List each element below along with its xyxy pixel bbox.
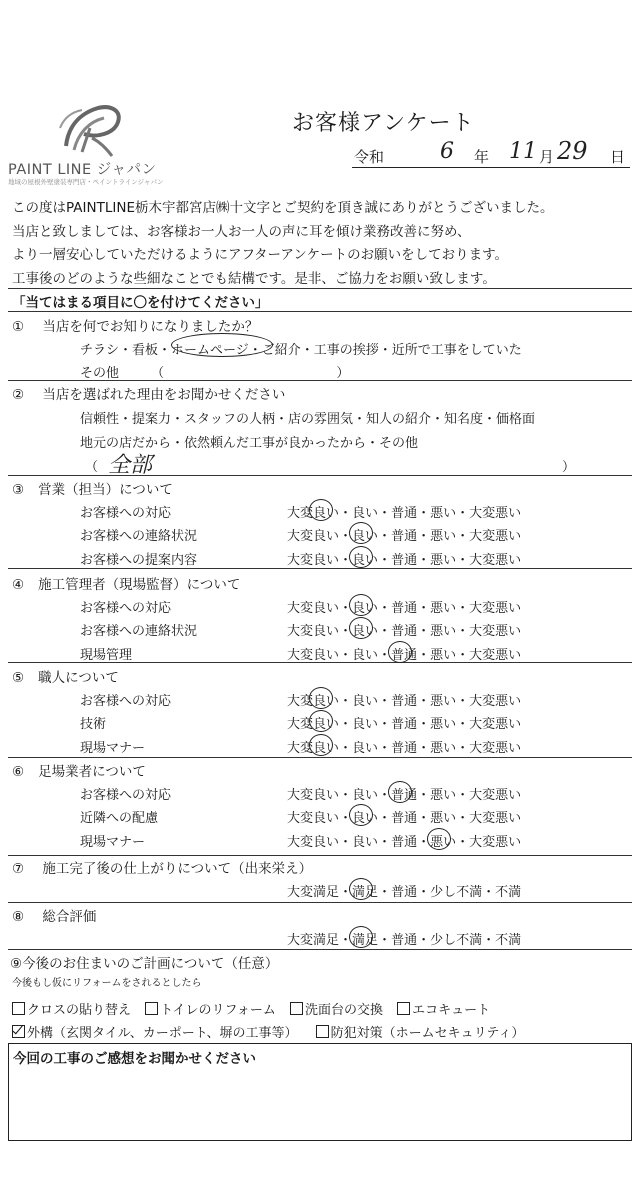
answer-circle xyxy=(309,710,333,732)
separator: ・ xyxy=(417,811,431,826)
rating-option[interactable]: 大変悪い xyxy=(469,601,522,616)
rating-option[interactable]: 悪い xyxy=(430,529,457,544)
rating-option[interactable]: 普通 xyxy=(391,741,418,756)
q6-number: ⑥ xyxy=(12,764,25,780)
rating-option[interactable]: 大変良い xyxy=(287,624,340,639)
rating-option[interactable]: 少し不満 xyxy=(430,933,483,948)
separator: ・ xyxy=(456,648,470,663)
rating-option[interactable]: 大変悪い xyxy=(469,788,522,803)
option-cross[interactable]: クロスの貼り替え xyxy=(12,1003,131,1018)
rating-option[interactable]: 大変満足 xyxy=(287,933,340,948)
rating-option[interactable]: 普通 xyxy=(391,601,418,616)
divider xyxy=(8,568,632,569)
separator: ・ xyxy=(456,788,470,803)
q1-other-label: その他 xyxy=(80,366,120,381)
q5-title: 職人について xyxy=(38,670,119,686)
q2-title: 当店を選ばれた理由をお聞かせください xyxy=(42,387,286,403)
separator: ・ xyxy=(417,717,431,732)
q6-title: 足場業者について xyxy=(38,764,146,780)
separator: ・ xyxy=(378,788,392,803)
rating-option[interactable]: 悪い xyxy=(430,788,457,803)
rating-option[interactable]: 悪い xyxy=(430,717,457,732)
rating-options xyxy=(287,831,521,850)
rating-option[interactable]: 大変悪い xyxy=(469,506,522,521)
rating-option[interactable]: 普通 xyxy=(391,717,418,732)
answer-circle xyxy=(349,617,373,639)
rating-option-text: 良い xyxy=(352,601,379,616)
divider xyxy=(8,311,632,312)
rating-option[interactable]: 大変良い xyxy=(287,601,340,616)
separator: ・ xyxy=(339,933,353,948)
rating-options xyxy=(287,502,521,521)
answer-circle xyxy=(349,522,373,544)
rating-option[interactable]: 大変悪い xyxy=(469,553,522,568)
q1-heading xyxy=(12,315,258,335)
separator: ・ xyxy=(339,624,353,639)
divider xyxy=(8,757,632,758)
rating-option[interactable]: 悪い xyxy=(430,741,457,756)
rating-option[interactable]: 大変悪い xyxy=(469,717,522,732)
answer-circle xyxy=(349,926,373,948)
q9-number: ⑨ xyxy=(10,956,23,972)
q5-number: ⑤ xyxy=(12,670,25,686)
rating-option[interactable]: 良い xyxy=(352,506,379,521)
q7-heading xyxy=(12,857,312,877)
rating-option[interactable]: 大変悪い xyxy=(469,624,522,639)
separator: ・ xyxy=(378,811,392,826)
rating-option[interactable] xyxy=(352,929,378,948)
rating-option[interactable]: 良い xyxy=(352,741,379,756)
rating-option[interactable]: 普通 xyxy=(391,624,418,639)
rating-option[interactable] xyxy=(352,597,378,616)
rating-option[interactable]: 普通 xyxy=(391,694,418,709)
q4-title: 施工管理者（現場監督）について xyxy=(38,577,241,593)
q3-number: ③ xyxy=(12,482,25,498)
rating-option[interactable]: 悪い xyxy=(430,601,457,616)
logo-name: PAINT LINE ジャパン xyxy=(8,162,157,178)
rating-option-text: 普通 xyxy=(391,648,418,663)
separator: ・ xyxy=(456,835,470,850)
q2-options-line1: 信頼性・提案力・スタッフの人柄・店の雰囲気・知人の紹介・知名度・価格面 xyxy=(80,412,536,427)
rating-options xyxy=(287,690,521,709)
answer-circle xyxy=(309,734,333,756)
rating-options xyxy=(287,713,521,732)
rating-option[interactable]: 普通 xyxy=(391,529,418,544)
q1-other-close: ） xyxy=(336,366,350,381)
rating-option-text: 悪い xyxy=(430,835,457,850)
answer-circle xyxy=(349,546,373,568)
rating-option[interactable]: 普通 xyxy=(391,885,418,900)
separator: ・ xyxy=(417,553,431,568)
rating-option[interactable]: 大変悪い xyxy=(469,648,522,663)
rating-option[interactable]: 悪い xyxy=(430,506,457,521)
rating-option[interactable] xyxy=(430,831,456,850)
rating-options xyxy=(287,737,521,756)
divider xyxy=(8,855,632,856)
answer-circle xyxy=(349,594,373,616)
separator: ・ xyxy=(417,788,431,803)
answer-circle xyxy=(171,333,273,357)
answer-circle xyxy=(349,878,373,900)
checkbox[interactable] xyxy=(145,1002,158,1015)
separator: ・ xyxy=(482,885,496,900)
divider xyxy=(8,949,632,950)
q9-title: 今後のお住まいのご計画について（任意） xyxy=(22,956,279,972)
rating-option[interactable] xyxy=(352,881,378,900)
separator: ・ xyxy=(417,933,431,948)
q1-selected-option[interactable]: ホームページ xyxy=(171,343,249,358)
rating-options xyxy=(287,644,521,663)
rating-option-text: 良い xyxy=(352,553,379,568)
q9-options-row2 xyxy=(12,1022,524,1041)
rating-option[interactable]: 良い xyxy=(352,717,379,732)
logo-tagline: 地域の屋根外壁塗装専門店・ペイントラインジャパン xyxy=(8,178,164,186)
separator: ・ xyxy=(417,648,431,663)
rating-option[interactable]: 大変悪い xyxy=(469,694,522,709)
rating-option[interactable] xyxy=(352,807,378,826)
checkbox[interactable] xyxy=(290,1002,303,1015)
rating-option[interactable]: 良い xyxy=(352,835,379,850)
q9-subtitle: 今後もし仮にリフォームをされるとしたら xyxy=(12,978,202,989)
rating-option[interactable]: 大変悪い xyxy=(469,811,522,826)
rating-option[interactable] xyxy=(287,713,339,732)
divider xyxy=(8,380,632,381)
q1-other-open: （ xyxy=(151,366,165,381)
separator: ・ xyxy=(378,553,392,568)
divider xyxy=(8,475,632,476)
rating-option[interactable]: 不満 xyxy=(495,933,522,948)
rating-option[interactable]: 悪い xyxy=(430,648,457,663)
rating-options xyxy=(287,807,521,826)
intro-line: この度はPAINTLINE栃木宇都宮店㈱十文字とご契約を頂き誠にありがとうございました。 xyxy=(12,200,554,216)
checkbox-checked[interactable] xyxy=(12,1025,25,1038)
q9-heading xyxy=(10,952,278,972)
rating-option[interactable]: 大変悪い xyxy=(469,835,522,850)
separator: ・ xyxy=(378,885,392,900)
date-month-label: 月 xyxy=(539,148,555,166)
separator: ・ xyxy=(339,885,353,900)
separator: ・ xyxy=(456,624,470,639)
rating-item-label: お客様への連絡状況 xyxy=(80,624,198,639)
rating-option[interactable] xyxy=(391,784,417,803)
separator: ・ xyxy=(378,741,392,756)
rating-option[interactable]: 普通 xyxy=(391,835,418,850)
rating-options xyxy=(287,620,521,639)
date-era: 令和 xyxy=(354,148,385,166)
date-day-label: 日 xyxy=(610,148,626,166)
impressions-box[interactable] xyxy=(8,1043,632,1141)
separator: ・ xyxy=(417,835,431,850)
q6-heading xyxy=(12,760,146,780)
answer-circle xyxy=(349,804,373,826)
separator: ・ xyxy=(339,741,353,756)
q3-heading xyxy=(12,478,173,498)
separator: ・ xyxy=(339,835,353,850)
separator: ・ xyxy=(456,601,470,616)
rating-option[interactable]: 大変良い xyxy=(287,835,340,850)
rating-option-text: 普通 xyxy=(391,788,418,803)
separator: ・ xyxy=(378,506,392,521)
checkbox[interactable] xyxy=(12,1002,25,1015)
separator: ・ xyxy=(378,717,392,732)
rating-option[interactable]: 悪い xyxy=(430,694,457,709)
q8-options xyxy=(287,929,521,948)
separator: ・ xyxy=(339,788,353,803)
separator: ・ xyxy=(339,811,353,826)
date-year: 6 xyxy=(440,139,454,164)
q1-options xyxy=(80,339,522,358)
rating-option[interactable]: 良い xyxy=(352,694,379,709)
rating-item-label: 近隣への配慮 xyxy=(80,811,159,826)
q2-options-line2: 地元の店だから・依然頼んだ工事が良かったから・その他 xyxy=(80,436,419,451)
separator: ・ xyxy=(417,624,431,639)
option-exterior[interactable]: 外構（玄関タイル、カーポート、塀の工事等） xyxy=(12,1026,298,1041)
rating-item-label: 技術 xyxy=(80,717,107,732)
rating-option-text: 良い xyxy=(352,624,379,639)
rating-option[interactable]: 悪い xyxy=(430,811,457,826)
separator: ・ xyxy=(456,694,470,709)
q4-heading xyxy=(12,573,240,593)
rating-item-label: お客様への連絡状況 xyxy=(80,529,198,544)
rating-option[interactable]: 普通 xyxy=(391,553,418,568)
rating-option[interactable]: 普通 xyxy=(391,811,418,826)
separator: ・ xyxy=(339,553,353,568)
separator: ・ xyxy=(456,811,470,826)
separator: ・ xyxy=(456,553,470,568)
q5-heading xyxy=(12,666,119,686)
separator: ・ xyxy=(417,885,431,900)
rating-option-text: 大変良い xyxy=(287,741,340,756)
rating-option-text: 満足 xyxy=(352,885,379,900)
divider xyxy=(8,288,632,289)
separator: ・ xyxy=(482,933,496,948)
rating-option[interactable]: 大変満足 xyxy=(287,885,340,900)
separator: ・ xyxy=(378,529,392,544)
intro-line: 当店と致しましては、お客様お一人お一人の声に耳を傾け業務改善に努め、 xyxy=(12,224,471,240)
rating-option[interactable]: 少し不満 xyxy=(430,885,483,900)
rating-item-label: 現場マナー xyxy=(80,835,146,850)
rating-option[interactable] xyxy=(391,644,417,663)
option-ecocute[interactable]: エコキュート xyxy=(397,1003,490,1018)
q1-options-post: ・ご紹介・工事の挨拶・近所で工事をしていた xyxy=(248,343,522,358)
separator: ・ xyxy=(417,601,431,616)
impressions-title: 今回の工事のご感想をお聞かせください xyxy=(13,1051,256,1067)
rating-item-label: 現場マナー xyxy=(80,741,146,756)
separator: ・ xyxy=(456,741,470,756)
date-day: 29 xyxy=(557,137,588,165)
q1-options-pre: チラシ・看板・ xyxy=(80,343,172,358)
rating-option[interactable]: 不満 xyxy=(495,885,522,900)
rating-option-text: 良い xyxy=(352,811,379,826)
rating-option[interactable] xyxy=(287,502,339,521)
rating-option[interactable]: 大変良い xyxy=(287,553,340,568)
separator: ・ xyxy=(339,694,353,709)
rating-option[interactable]: 大変悪い xyxy=(469,529,522,544)
rating-item-label: お客様への対応 xyxy=(80,506,172,521)
rating-option[interactable]: 良い xyxy=(352,788,379,803)
rating-option[interactable]: 悪い xyxy=(430,624,457,639)
rating-option-text: 大変良い xyxy=(287,717,340,732)
rating-options xyxy=(287,549,521,568)
separator: ・ xyxy=(456,506,470,521)
rating-option[interactable]: 良い xyxy=(352,648,379,663)
rating-option[interactable]: 悪い xyxy=(430,553,457,568)
q1-other xyxy=(80,362,349,381)
company-logo xyxy=(8,98,183,190)
option-washbasin[interactable]: 洗面台の交換 xyxy=(290,1003,383,1018)
separator: ・ xyxy=(339,648,353,663)
rating-option[interactable] xyxy=(287,690,339,709)
rating-item-label: お客様への対応 xyxy=(80,601,172,616)
q4-number: ④ xyxy=(12,577,25,593)
q1-title: 当店を何でお知りになりましたか？ xyxy=(42,319,259,335)
answer-circle xyxy=(309,687,333,709)
rating-option-text: 良い xyxy=(352,529,379,544)
rating-option[interactable]: 大変良い xyxy=(287,648,340,663)
checkbox[interactable] xyxy=(316,1025,329,1038)
intro-line: 工事後のどのような些細なことでも結構です。是非、ご協力をお願い致します。 xyxy=(12,271,496,287)
rating-option-text: 満足 xyxy=(352,933,379,948)
separator: ・ xyxy=(456,717,470,732)
divider xyxy=(8,902,632,903)
separator: ・ xyxy=(339,601,353,616)
separator: ・ xyxy=(417,506,431,521)
separator: ・ xyxy=(417,741,431,756)
q2-other-answer: 全部 xyxy=(108,453,153,478)
separator: ・ xyxy=(339,717,353,732)
q9-options-row1 xyxy=(12,999,490,1018)
q8-title: 総合評価 xyxy=(42,909,97,925)
impressions-text[interactable] xyxy=(13,1068,627,1136)
rating-item-label: お客様への対応 xyxy=(80,788,172,803)
separator: ・ xyxy=(378,624,392,639)
q7-options xyxy=(287,881,521,900)
q2-heading xyxy=(12,383,285,403)
separator: ・ xyxy=(378,933,392,948)
q2-number: ② xyxy=(12,387,25,403)
rating-option[interactable] xyxy=(352,549,378,568)
separator: ・ xyxy=(378,694,392,709)
rating-option[interactable] xyxy=(352,525,378,544)
rating-option[interactable]: 大変良い xyxy=(287,529,340,544)
separator: ・ xyxy=(378,648,392,663)
separator: ・ xyxy=(378,835,392,850)
option-security[interactable]: 防犯対策（ホームセキュリティ） xyxy=(316,1026,525,1041)
rating-item-label: 現場管理 xyxy=(80,648,133,663)
q7-title: 施工完了後の仕上がりについて（出来栄え） xyxy=(42,861,313,877)
rating-option[interactable]: 普通 xyxy=(391,506,418,521)
q3-title: 営業（担当）について xyxy=(38,482,173,498)
rating-option[interactable] xyxy=(352,620,378,639)
separator: ・ xyxy=(339,529,353,544)
answer-circle xyxy=(309,499,333,521)
q7-number: ⑦ xyxy=(12,861,25,877)
rating-option[interactable]: 普通 xyxy=(391,933,418,948)
q1-number: ① xyxy=(12,319,25,335)
checkbox[interactable] xyxy=(397,1002,410,1015)
q8-number: ⑧ xyxy=(12,909,25,925)
answer-circle xyxy=(427,828,451,850)
rating-option-text: 大変良い xyxy=(287,694,340,709)
option-toilet[interactable]: トイレのリフォーム xyxy=(145,1003,276,1018)
date-line xyxy=(352,137,630,168)
q2-other-close: ） xyxy=(562,460,576,475)
date-month: 11 xyxy=(509,139,537,164)
separator: ・ xyxy=(378,601,392,616)
instruction: 「当てはまる項目に〇を付けてください」 xyxy=(12,295,269,311)
rating-option[interactable]: 大変良い xyxy=(287,811,340,826)
separator: ・ xyxy=(417,694,431,709)
rating-option[interactable] xyxy=(287,737,339,756)
q2-other-open: （ xyxy=(85,460,99,475)
rating-options xyxy=(287,597,521,616)
page-title: お客様アンケート xyxy=(292,111,475,136)
rating-option-text: 大変良い xyxy=(287,506,340,521)
rating-option[interactable]: 大変悪い xyxy=(469,741,522,756)
date-year-label: 年 xyxy=(474,148,490,166)
intro-line: より一層安心していただけるようにアフターアンケートのお願いをしております。 xyxy=(12,247,508,263)
rating-option[interactable]: 大変良い xyxy=(287,788,340,803)
rating-item-label: お客様への対応 xyxy=(80,694,172,709)
answer-circle xyxy=(388,641,412,663)
separator: ・ xyxy=(417,529,431,544)
separator: ・ xyxy=(339,506,353,521)
answer-circle xyxy=(388,781,412,803)
rating-options xyxy=(287,784,521,803)
rating-item-label: お客様への提案内容 xyxy=(80,553,198,568)
q8-heading xyxy=(12,905,96,925)
logo-mark-icon xyxy=(8,98,183,160)
separator: ・ xyxy=(456,529,470,544)
rating-options xyxy=(287,525,521,544)
